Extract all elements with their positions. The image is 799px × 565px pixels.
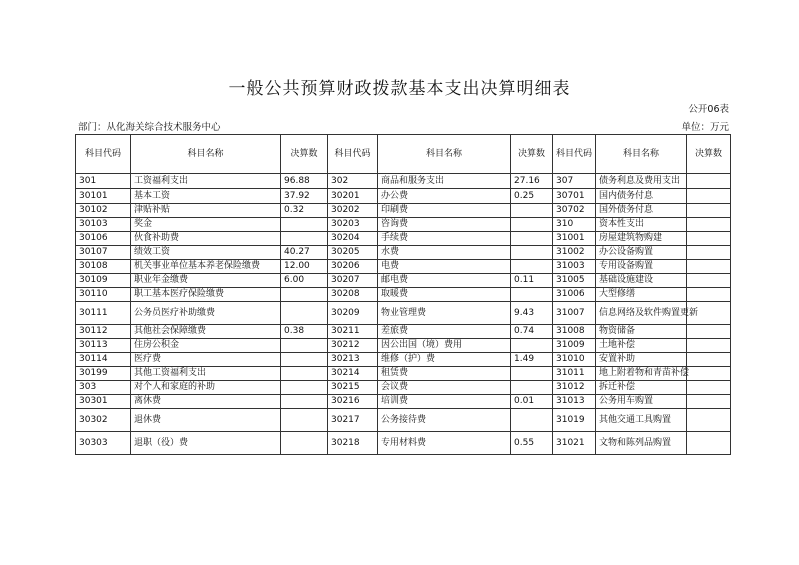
table-cell (511, 288, 553, 302)
table-cell (281, 288, 328, 302)
department-label: 部门：从化海关综合技术服务中心 (78, 122, 221, 133)
table-cell (687, 409, 731, 432)
unit-label: 单位：万元 (681, 122, 729, 133)
table-cell: 1.49 (511, 353, 553, 367)
table-row (76, 174, 731, 189)
table-cell (687, 260, 731, 274)
table-cell: 工资福利支出 (131, 174, 281, 189)
table-cell (511, 204, 553, 218)
table-cell: 邮电费 (378, 274, 511, 288)
table-cell: 30702 (553, 204, 596, 218)
table-row (76, 367, 731, 381)
table-cell: 30114 (76, 353, 131, 367)
table-cell: 30301 (76, 395, 131, 409)
table-cell: 专用材料费 (378, 432, 511, 455)
header-cell: 科目名称 (596, 135, 687, 174)
table-cell: 基本工资 (131, 189, 281, 204)
table-row (76, 432, 731, 455)
table-cell: 30208 (328, 288, 378, 302)
table-cell (687, 367, 731, 381)
table-cell (687, 339, 731, 353)
table-cell: 30109 (76, 274, 131, 288)
table-cell: 31010 (553, 353, 596, 367)
table-cell (281, 381, 328, 395)
table-row (76, 325, 731, 339)
table-cell (511, 232, 553, 246)
table-cell: 其他社会保障缴费 (131, 325, 281, 339)
table-cell: 咨询费 (378, 218, 511, 232)
table-cell: 31007 (553, 302, 596, 325)
table-cell: 0.11 (511, 274, 553, 288)
table-cell: 31019 (553, 409, 596, 432)
table-row (76, 232, 731, 246)
table-cell: 30209 (328, 302, 378, 325)
table-cell: 其他工资福利支出 (131, 367, 281, 381)
table-cell: 办公设备购置 (596, 246, 687, 260)
table-cell: 30302 (76, 409, 131, 432)
table-cell: 310 (553, 218, 596, 232)
table-cell (281, 218, 328, 232)
table-cell (281, 339, 328, 353)
table-cell: 专用设备购置 (596, 260, 687, 274)
table-cell: 国内债务付息 (596, 189, 687, 204)
table-cell: 其他交通工具购置 (596, 409, 687, 432)
table-cell: 30217 (328, 409, 378, 432)
table-cell (687, 325, 731, 339)
table-cell: 基础设施建设 (596, 274, 687, 288)
table-cell: 31013 (553, 395, 596, 409)
table-row (76, 274, 731, 288)
table-cell: 电费 (378, 260, 511, 274)
table-row (76, 339, 731, 353)
header-cell: 科目代码 (553, 135, 596, 174)
table-header-row (76, 135, 731, 174)
table-cell: 办公费 (378, 189, 511, 204)
table-cell: 租赁费 (378, 367, 511, 381)
table-cell: 公务接待费 (378, 409, 511, 432)
table-cell: 因公出国（境）费用 (378, 339, 511, 353)
table-cell (281, 232, 328, 246)
table-row (76, 353, 731, 367)
table-cell: 302 (328, 174, 378, 189)
table-cell: 37.92 (281, 189, 328, 204)
header-cell: 科目名称 (131, 135, 281, 174)
table-cell: 31009 (553, 339, 596, 353)
table-cell: 职工基本医疗保险缴费 (131, 288, 281, 302)
table-cell: 30106 (76, 232, 131, 246)
table-cell: 30107 (76, 246, 131, 260)
table-cell: 机关事业单位基本养老保险缴费 (131, 260, 281, 274)
table-cell: 30112 (76, 325, 131, 339)
table-cell: 大型修缮 (596, 288, 687, 302)
table-cell: 住房公积金 (131, 339, 281, 353)
table-cell (281, 432, 328, 455)
table-cell: 公务员医疗补助缴费 (131, 302, 281, 325)
table-cell: 取暖费 (378, 288, 511, 302)
table-cell: 公务用车购置 (596, 395, 687, 409)
table-cell: 土地补偿 (596, 339, 687, 353)
header-cell: 决算数 (511, 135, 553, 174)
table-cell: 30101 (76, 189, 131, 204)
table-cell: 会议费 (378, 381, 511, 395)
table-cell: 商品和服务支出 (378, 174, 511, 189)
table-cell (511, 381, 553, 395)
table-row (76, 302, 731, 325)
table-cell: 奖金 (131, 218, 281, 232)
table-row (76, 218, 731, 232)
table-cell: 30212 (328, 339, 378, 353)
table-cell: 职业年金缴费 (131, 274, 281, 288)
table-cell: 30216 (328, 395, 378, 409)
table-cell: 30202 (328, 204, 378, 218)
table-cell: 30206 (328, 260, 378, 274)
table-row (76, 189, 731, 204)
table-cell: 退职（役）费 (131, 432, 281, 455)
table-row (76, 260, 731, 274)
table-cell: 30199 (76, 367, 131, 381)
table-cell: 30103 (76, 218, 131, 232)
form-number: 公开06表 (688, 104, 729, 115)
table-cell: 307 (553, 174, 596, 189)
table-cell: 96.88 (281, 174, 328, 189)
table-cell: 水费 (378, 246, 511, 260)
table-cell: 0.01 (511, 395, 553, 409)
table-cell: 30207 (328, 274, 378, 288)
table-cell: 医疗费 (131, 353, 281, 367)
table-cell: 27.16 (511, 174, 553, 189)
table-cell: 31021 (553, 432, 596, 455)
table-cell: 0.25 (511, 189, 553, 204)
table-row (76, 395, 731, 409)
table-cell: 债务利息及费用支出 (596, 174, 687, 189)
table-cell: 津贴补贴 (131, 204, 281, 218)
table-cell: 文物和陈列品购置 (596, 432, 687, 455)
table-cell: 31011 (553, 367, 596, 381)
table-cell (687, 218, 731, 232)
table-cell (687, 432, 731, 455)
table-cell (281, 353, 328, 367)
table-row (76, 246, 731, 260)
table-cell (281, 395, 328, 409)
table-cell (511, 367, 553, 381)
table-cell: 0.32 (281, 204, 328, 218)
table-cell (511, 339, 553, 353)
table-cell (511, 409, 553, 432)
table-cell: 差旅费 (378, 325, 511, 339)
table-cell: 地上附着物和青苗补偿 (596, 367, 687, 381)
header-cell: 科目名称 (378, 135, 511, 174)
table-cell: 国外债务付息 (596, 204, 687, 218)
table-cell: 40.27 (281, 246, 328, 260)
table-cell: 物资储备 (596, 325, 687, 339)
table-cell (281, 367, 328, 381)
table-cell (687, 232, 731, 246)
table-cell (687, 353, 731, 367)
table-cell: 301 (76, 174, 131, 189)
header-cell: 决算数 (687, 135, 731, 174)
table-cell: 维修（护）费 (378, 353, 511, 367)
table-cell (511, 246, 553, 260)
table-cell: 资本性支出 (596, 218, 687, 232)
table-cell (687, 381, 731, 395)
table-cell (281, 302, 328, 325)
header-cell: 科目代码 (76, 135, 131, 174)
table-cell: 印刷费 (378, 204, 511, 218)
table-cell: 12.00 (281, 260, 328, 274)
table-cell: 30701 (553, 189, 596, 204)
table-cell: 31003 (553, 260, 596, 274)
table-cell: 0.38 (281, 325, 328, 339)
table-cell: 退休费 (131, 409, 281, 432)
table-cell: 30110 (76, 288, 131, 302)
table-cell: 9.43 (511, 302, 553, 325)
table-cell (511, 260, 553, 274)
table-cell (687, 288, 731, 302)
table-cell: 30201 (328, 189, 378, 204)
table-cell: 30214 (328, 367, 378, 381)
table-cell: 31001 (553, 232, 596, 246)
table-cell: 30303 (76, 432, 131, 455)
table-cell (687, 395, 731, 409)
table-cell: 30211 (328, 325, 378, 339)
table-cell: 30205 (328, 246, 378, 260)
header-cell: 决算数 (281, 135, 328, 174)
table-cell: 离休费 (131, 395, 281, 409)
table-cell (281, 409, 328, 432)
table-cell (687, 174, 731, 189)
table-cell: 0.55 (511, 432, 553, 455)
table-cell: 信息网络及软件购置更新 (596, 302, 687, 325)
table-row (76, 204, 731, 218)
table-row (76, 288, 731, 302)
table-row (76, 409, 731, 432)
table-cell: 物业管理费 (378, 302, 511, 325)
table-cell: 0.74 (511, 325, 553, 339)
table-row (76, 381, 731, 395)
table-cell: 30113 (76, 339, 131, 353)
table-cell: 303 (76, 381, 131, 395)
table-cell: 30204 (328, 232, 378, 246)
table-cell: 6.00 (281, 274, 328, 288)
page-title: 一般公共预算财政拨款基本支出决算明细表 (228, 79, 571, 99)
table-cell: 30215 (328, 381, 378, 395)
table-cell: 培训费 (378, 395, 511, 409)
table-cell: 伙食补助费 (131, 232, 281, 246)
table-cell (687, 274, 731, 288)
table-cell: 30108 (76, 260, 131, 274)
table-cell (687, 189, 731, 204)
table-cell: 30218 (328, 432, 378, 455)
table-cell: 31002 (553, 246, 596, 260)
expenditure-table (75, 134, 731, 455)
table-cell: 31005 (553, 274, 596, 288)
table-cell: 手续费 (378, 232, 511, 246)
table-cell (687, 246, 731, 260)
header-cell: 科目代码 (328, 135, 378, 174)
table-cell: 房屋建筑物购建 (596, 232, 687, 246)
table-cell (511, 218, 553, 232)
table-cell: 30213 (328, 353, 378, 367)
table-cell: 30111 (76, 302, 131, 325)
table-cell: 30203 (328, 218, 378, 232)
table-cell: 对个人和家庭的补助 (131, 381, 281, 395)
table-cell: 30102 (76, 204, 131, 218)
table-cell: 31012 (553, 381, 596, 395)
table-cell (687, 204, 731, 218)
table-cell: 31006 (553, 288, 596, 302)
table-cell: 安置补助 (596, 353, 687, 367)
table-cell: 绩效工资 (131, 246, 281, 260)
table-cell: 31008 (553, 325, 596, 339)
table-cell: 拆迁补偿 (596, 381, 687, 395)
